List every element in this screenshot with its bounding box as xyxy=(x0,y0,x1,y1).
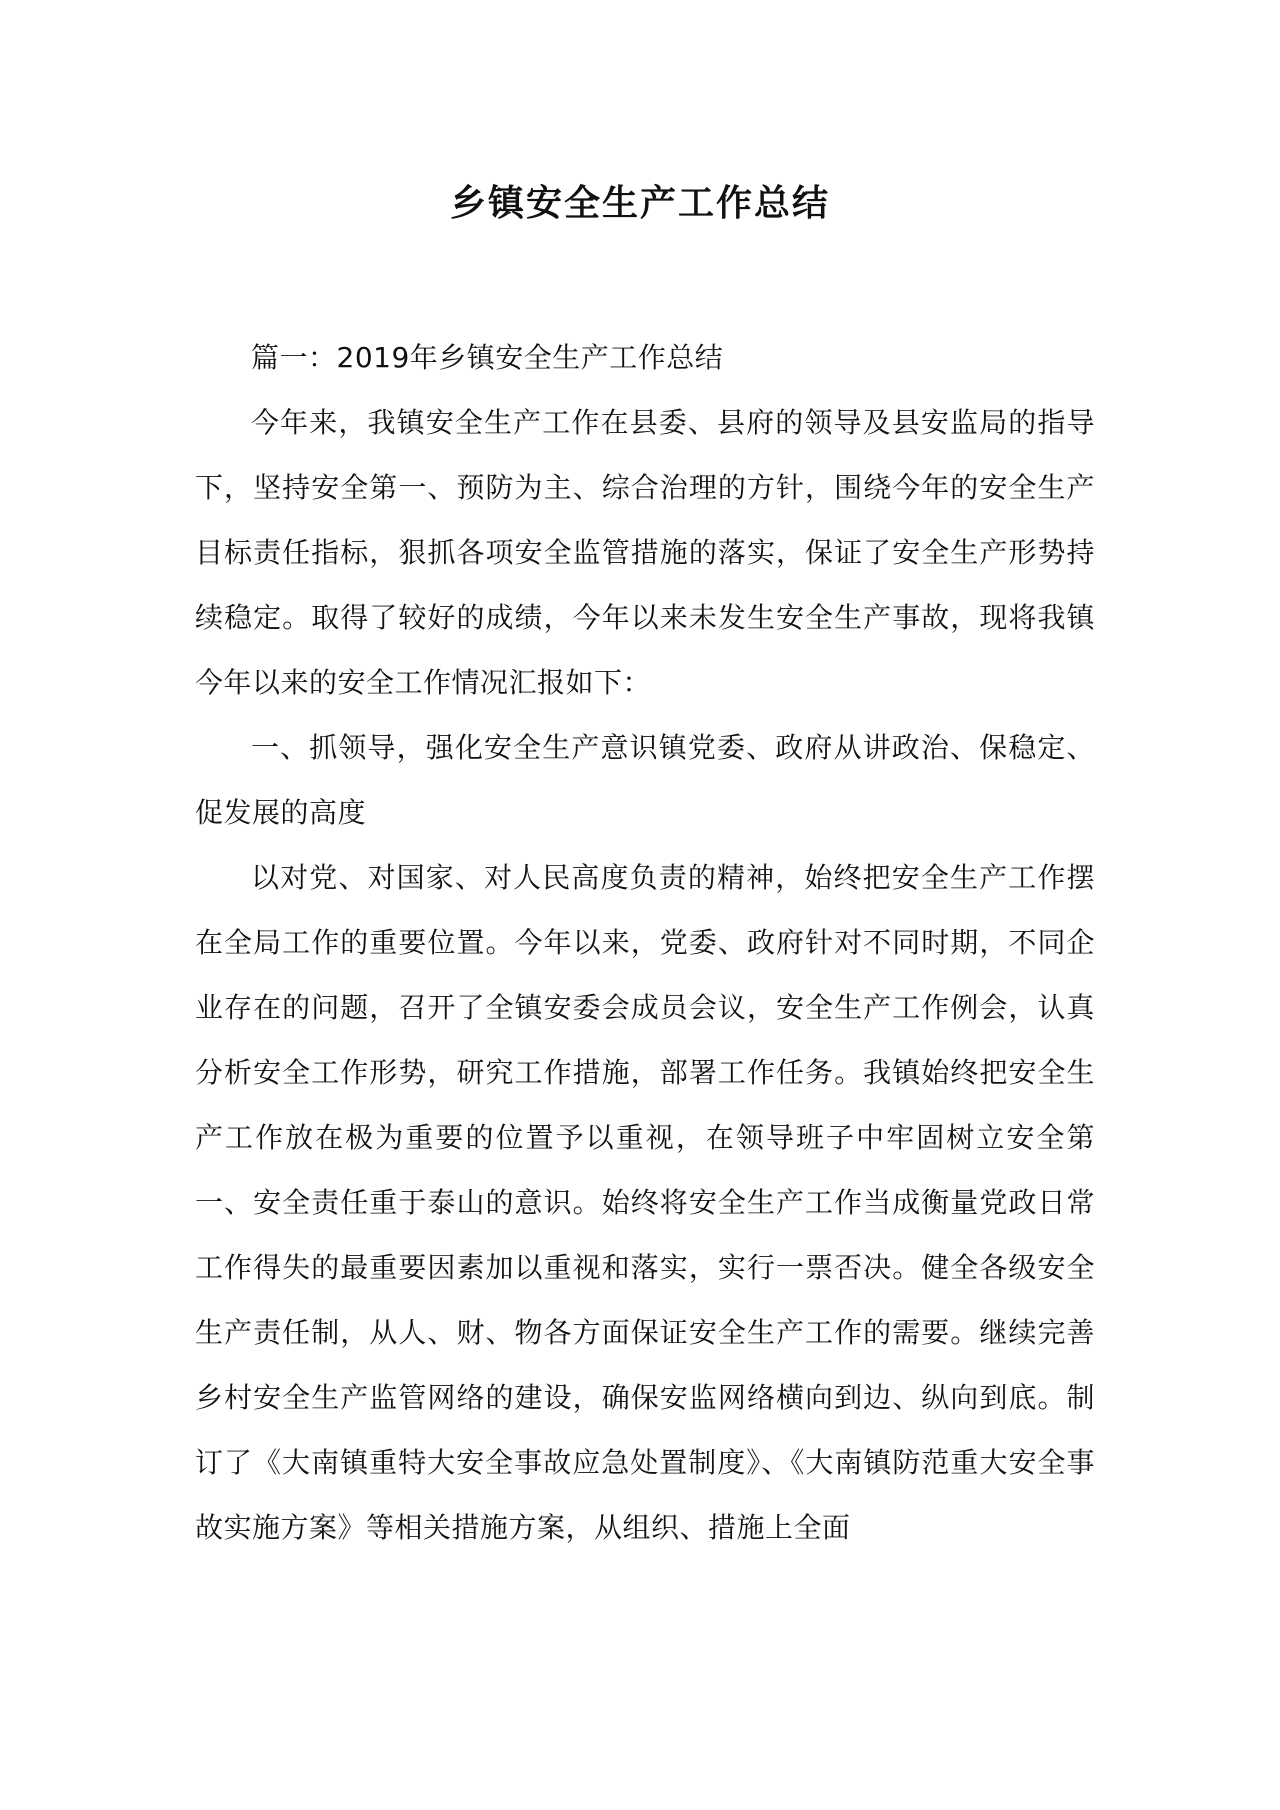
document-title: 乡镇安全生产工作总结 xyxy=(449,183,830,224)
paragraph: 今年来，我镇安全生产工作在县委、县府的领导及县安监局的指导下，坚持安全第一、预防为主、综合治理的方针，围绕今年的安全生产目标责任指标，狠抓各项安全监管措施的落实，保证了安全生产形势持续稳定。取得了较好的成绩，今年以来未发生安全生产事故，现将我镇今年以来的安全工作情况汇报如下： xyxy=(195,406,1095,699)
paragraph: 以对党、对国家、对人民高度负责的精神，始终把安全生产工作摆在全局工作的重要位置。今年以来，党委、政府针对不同时期，不同企业存在的问题，召开了全镇安委会成员会议，安全生产工作例会，认真分析安全工作形势，研究工作措施，部署工作任务。我镇始终把安全生产工作放在极为重要的位置予以重视，在领导班子中牢固树立安全第一、安全责任重于泰山的意识。始终将安全生产工作当成衡量党政日常工作得失的最重要因素加以重视和落实，实行一票否决。健全各级安全生产责任制，从人、财、物各方面保证安全生产工作的需要。继续完善乡村安全生产监管网络的建设，确保安监网络横向到边、纵向到底。制订了《大南镇重特大安全事故应急处置制度》、《大南镇防范重大安全事故实施方案》等相关措施方案，从组织、措施上全面 xyxy=(195,861,1095,1544)
document-body xyxy=(195,325,1095,1560)
paragraph: 一、抓领导，强化安全生产意识镇党委、政府从讲政治、保稳定、促发展的高度 xyxy=(195,731,1095,829)
section-heading: 篇一：2019年乡镇安全生产工作总结 xyxy=(251,341,724,374)
